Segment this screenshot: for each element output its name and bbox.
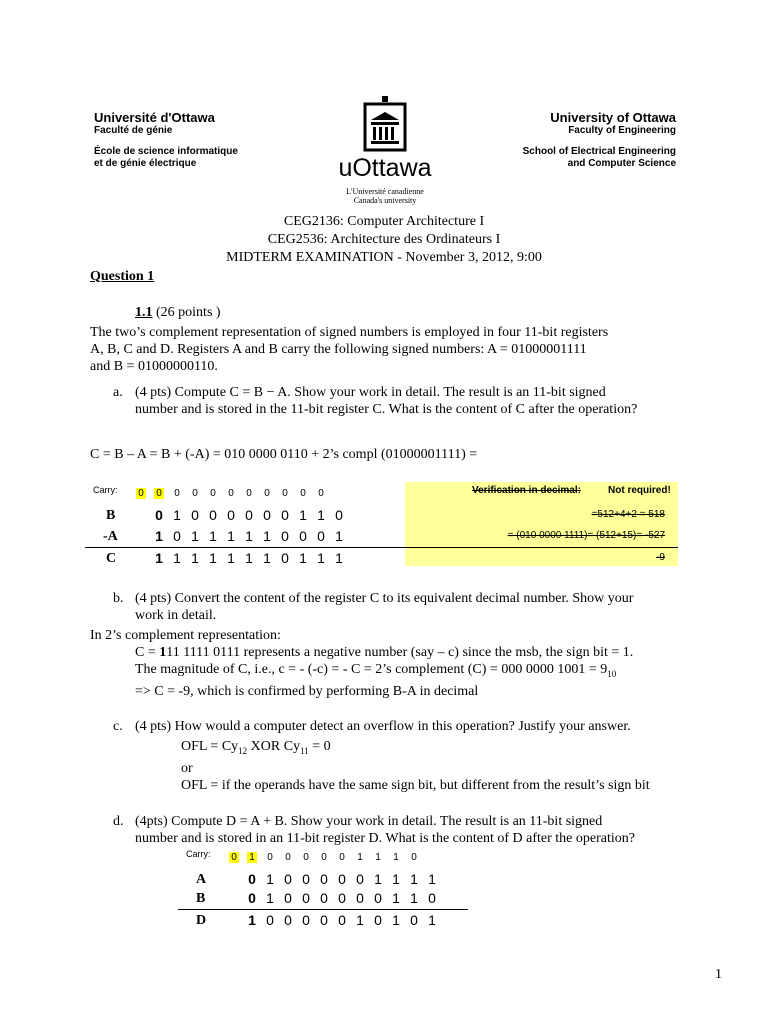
bit: 1	[410, 871, 418, 887]
bit: 1	[209, 528, 217, 544]
verify-a: = (010 0000 1111)= (512+15)= -527	[507, 530, 665, 541]
carry-bit: 0	[228, 488, 234, 499]
carry-bit: 1	[393, 852, 399, 863]
part-a-label: a.	[113, 385, 123, 400]
carry-bit: 0	[318, 488, 324, 499]
course-line2: CEG2536: Architecture des Ordinateurs I	[267, 232, 501, 247]
part-b-text	[135, 590, 633, 624]
bit: 1	[428, 912, 436, 928]
bit: 1	[317, 507, 325, 523]
part-a-text	[135, 384, 637, 418]
bit: 1	[245, 550, 253, 566]
part-b-answer	[135, 644, 633, 700]
bit: 1	[410, 890, 418, 906]
logo-sub2: Canada's university	[353, 196, 417, 205]
table1-row-a	[150, 528, 348, 544]
question-title: Question 1	[90, 269, 155, 284]
header-left-line4: et de génie électrique	[94, 158, 197, 169]
bit: 0	[284, 912, 292, 928]
intro-text	[90, 324, 608, 375]
header-right	[523, 110, 676, 170]
bit: 1	[263, 550, 271, 566]
intro-line2: A, B, C and D. Registers A and B carry the following signed numbers: A = 01000001111	[90, 342, 587, 357]
carry-bit: 0	[300, 488, 306, 499]
carry-bit: 0	[303, 852, 309, 863]
intro-line1: The two’s complement representation of signed numbers is employed in four 11-bit registers	[90, 325, 609, 340]
header-left	[94, 110, 238, 170]
part-c-text: (4 pts) How would a computer detect an overflow in this operation? Justify your answer.	[135, 719, 631, 734]
part-d-text	[135, 813, 635, 847]
bit: 0	[302, 871, 310, 887]
bit: 0	[281, 550, 289, 566]
bit: 0	[284, 890, 292, 906]
verify-b: =512+4+2 = 518	[591, 509, 665, 520]
bit: 1	[428, 871, 436, 887]
table1-carry-label: Carry:	[93, 485, 118, 495]
bit: 0	[374, 912, 382, 928]
bit: 1	[227, 550, 235, 566]
bit: 1	[191, 528, 199, 544]
part-c-answer3: OFL = if the operands have the same sign bit, but different from the result’s sign bit	[181, 777, 650, 793]
table1-rule	[85, 547, 678, 548]
bit: 1	[245, 528, 253, 544]
bit: 0	[155, 507, 163, 523]
bit: 1	[392, 912, 400, 928]
course-line3: MIDTERM EXAMINATION - November 3, 2012, 9:00	[226, 250, 542, 265]
part-b-answer3: => C = -9, which is confirmed by performing B-A in decimal	[135, 683, 479, 699]
carry-bit: 1	[357, 852, 363, 863]
table1-label-c: C	[106, 551, 117, 566]
header-right-line3: School of Electrical Engineering	[522, 146, 676, 157]
intro-line3: and B = 01000000110.	[90, 359, 218, 374]
table1-label-b: B	[106, 508, 116, 523]
bit: 1	[155, 550, 163, 566]
header-left-line3: École de science informatique	[94, 146, 238, 157]
carry-bit: 0	[136, 488, 146, 499]
bit: 0	[302, 890, 310, 906]
part-b-answer0: In 2’s complement representation:	[90, 628, 281, 643]
bit: 0	[299, 528, 307, 544]
table2-row-a	[243, 871, 441, 887]
part-c-answer2: or	[181, 760, 193, 776]
part-c-answer	[181, 738, 650, 794]
bit: 0	[338, 912, 346, 928]
university-logo	[330, 96, 440, 205]
table2-label-b: B	[196, 891, 206, 906]
bit: 1	[317, 550, 325, 566]
bit: 0	[263, 507, 271, 523]
bit: 1	[335, 528, 343, 544]
carry-bit: 0	[154, 488, 164, 499]
bit: 0	[209, 507, 217, 523]
bit: 1	[173, 507, 181, 523]
bit: 0	[302, 912, 310, 928]
bit: 1	[266, 890, 274, 906]
carry-bit: 0	[321, 852, 327, 863]
bit: 0	[338, 871, 346, 887]
part-d-line1: (4pts) Compute D = A + B. Show your work in detail. The result is an 11-bit signed	[135, 814, 603, 829]
table2-carry-label: Carry:	[186, 849, 211, 859]
bit: 0	[281, 507, 289, 523]
bit: 0	[245, 507, 253, 523]
bit: 0	[227, 507, 235, 523]
verify-title: Verification in decimal:	[472, 485, 581, 496]
carry-bit: 0	[246, 488, 252, 499]
table1-carry-row	[132, 488, 330, 499]
logo-text: uOttawa	[338, 154, 432, 182]
part-a-line1: (4 pts) Compute C = B − A. Show your work in detail. The result is an 11-bit signed	[135, 385, 606, 400]
carry-bit: 0	[174, 488, 180, 499]
bit: 1	[392, 890, 400, 906]
bit: 1	[263, 528, 271, 544]
header-left-line1: Université d'Ottawa	[94, 110, 215, 125]
carry-bit: 0	[229, 852, 239, 863]
page-number: 1	[715, 967, 722, 982]
course-line1: CEG2136: Computer Architecture I	[283, 214, 485, 229]
sub-points: (26 points )	[152, 305, 221, 320]
bit: 0	[428, 890, 436, 906]
bit: 0	[320, 890, 328, 906]
carry-bit: 0	[192, 488, 198, 499]
carry-bit: 0	[264, 488, 270, 499]
bit: 0	[173, 528, 181, 544]
bit: 0	[248, 890, 256, 906]
not-required: Not required!	[608, 485, 671, 496]
bit: 0	[338, 890, 346, 906]
c-equation: C = B – A = B + (-A) = 010 0000 0110 + 2’s compl (01000001111) =	[90, 447, 478, 462]
sub-number: 1.1	[135, 305, 153, 320]
header-right-line2: Faculty of Engineering	[568, 125, 676, 136]
bit: 0	[266, 912, 274, 928]
bit: 0	[284, 871, 292, 887]
part-d-label: d.	[113, 814, 124, 829]
table2-row-d	[243, 912, 441, 928]
bit: 0	[374, 890, 382, 906]
bit: 0	[356, 871, 364, 887]
bit: 0	[317, 528, 325, 544]
subquestion-heading	[135, 304, 221, 321]
header-right-line1: University of Ottawa	[550, 110, 676, 125]
bit: 1	[392, 871, 400, 887]
table2-carry-row	[225, 852, 423, 863]
part-a-line2: number and is stored in the 11-bit register C. What is the content of C after the operation?	[135, 402, 638, 417]
table2-label-d: D	[196, 913, 207, 928]
table1-label-a: -A	[103, 529, 118, 544]
bit: 1	[335, 550, 343, 566]
bit: 0	[356, 890, 364, 906]
bit: 1	[299, 507, 307, 523]
part-c-answer1: OFL = $Cy_{12}$ XOR $Cy_{11} = 0$	[181, 739, 331, 756]
header-left-line2: Faculté de génie	[94, 125, 173, 136]
bit: 1	[248, 912, 256, 928]
bit: 0	[281, 528, 289, 544]
verify-c: -9	[656, 552, 665, 563]
part-c-label: c.	[113, 719, 123, 734]
bit: 1	[299, 550, 307, 566]
carry-bit: 0	[411, 852, 417, 863]
bit: 0	[335, 507, 343, 523]
bit: 1	[266, 871, 274, 887]
carry-bit: 1	[375, 852, 381, 863]
table2-label-a: A	[196, 872, 207, 887]
part-b-line1: (4 pts) Convert the content of the register C to its equivalent decimal number. Show your	[135, 591, 634, 606]
bit: 1	[155, 528, 163, 544]
bit: 0	[320, 912, 328, 928]
bit: 1	[191, 550, 199, 566]
header-right-line4: and Computer Science	[567, 158, 676, 169]
part-b-answer1: C = 111 1111 0111 represents a negative number (say – c) since the msb, the sign bit = 1.	[135, 645, 634, 660]
table1-row-c	[150, 550, 348, 566]
table2-rule	[178, 909, 468, 910]
part-d-line2: number and is stored in an 11-bit register D. What is the content of D after the operation?	[135, 831, 635, 846]
bit: 1	[374, 871, 382, 887]
bit: 1	[173, 550, 181, 566]
bit: 1	[356, 912, 364, 928]
table2-row-b	[243, 890, 441, 906]
carry-bit: 0	[210, 488, 216, 499]
bit: 0	[410, 912, 418, 928]
bit: 1	[209, 550, 217, 566]
carry-bit: 0	[339, 852, 345, 863]
carry-bit: 0	[282, 488, 288, 499]
carry-bit: 1	[247, 852, 257, 863]
part-b-line2: work in detail.	[135, 608, 217, 623]
part-b-label: b.	[113, 591, 124, 606]
carry-bit: 0	[267, 852, 273, 863]
carry-bit: 0	[285, 852, 291, 863]
bit: 0	[191, 507, 199, 523]
bit: 0	[248, 871, 256, 887]
part-b-answer2: The magnitude of C, i.e., c = - (-c) = - C = 2’s complement (C) = 000 0000 $1001 = 9_{10}$	[135, 662, 617, 679]
logo-sub1: L'Université canadienne	[346, 187, 424, 196]
bit: 1	[227, 528, 235, 544]
building-icon	[362, 96, 408, 152]
table1-row-b	[150, 507, 348, 523]
bit: 0	[320, 871, 328, 887]
